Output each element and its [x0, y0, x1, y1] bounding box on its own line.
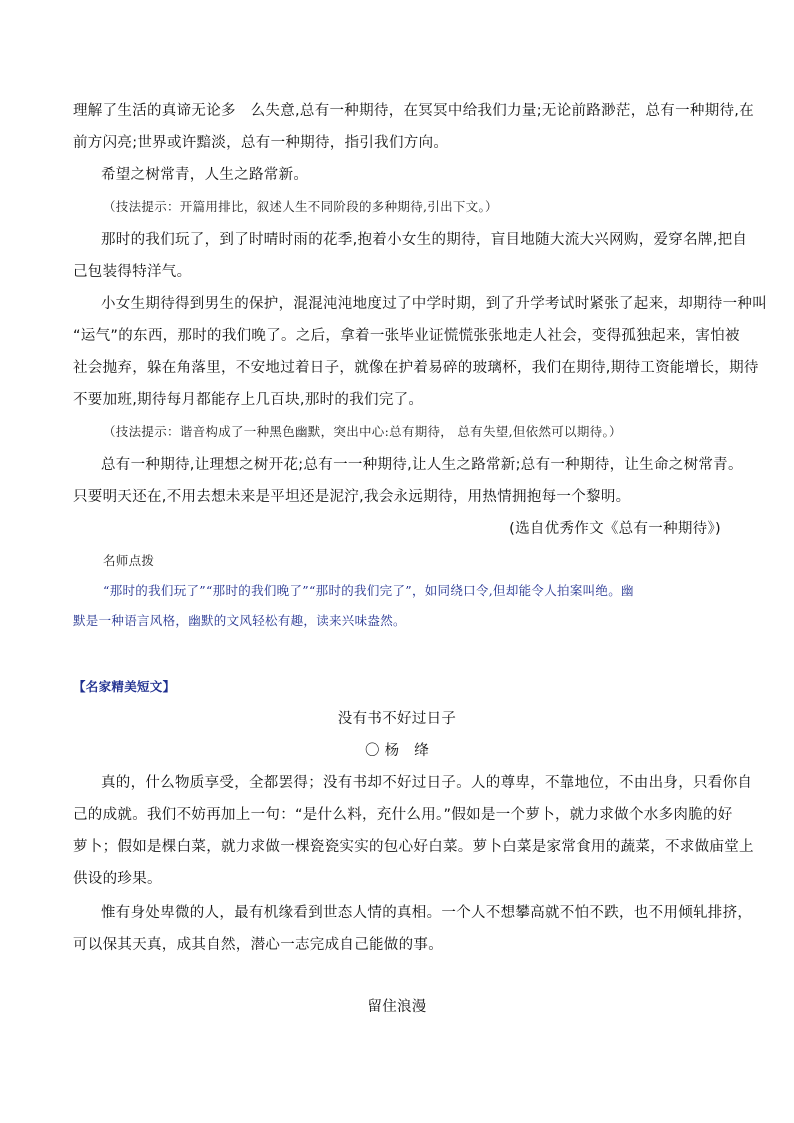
essay2-line-5: 惟有身处卑微的人，最有机缘看到世态人情的真相。一个人不想攀高就不怕不跌，也不用倾轧排挤，: [101, 905, 753, 921]
essay1-line-9: 不要加班,期待每月都能存上几百块,那时的我们完了。: [73, 392, 424, 408]
essay1-line-4: 那时的我们玩了，到了时晴时雨的花季,抱着小女生的期待，盲目地随大流大兴网购，爱穿名牌,把自: [101, 232, 748, 248]
essay1-line-7: “运气”的东西，那时的我们晚了。之后，拿着一张毕业证慌慌张张地走人社会，变得孤独起来，害怕被: [73, 328, 740, 344]
teacher-comment-title: 名师点拨: [103, 553, 155, 568]
essay1-source: (选自优秀作文《总有一种期待》): [509, 521, 721, 537]
essay1-line-10: 总有一种期待,让理想之树开花;总有一一种期待,让人生之路常新;总有一种期待，让生命之树常青。: [101, 457, 743, 473]
essay1-line-5: 己包装得特洋气。: [73, 264, 192, 280]
essay2-line-2: 己的成就。我们不妨再加上一句：“是什么料，充什么用。”假如是一个萝卜，就力求做个水多肉脆的好: [73, 807, 733, 823]
technique-hint-1: （技法提示：开篇用排比，叙述人生不同阶段的多种期待,引出下文。）: [103, 199, 498, 214]
essay1-line-6: 小女生期待得到男生的保护，混混沌沌地度过了中学时期，到了升学考试时紧张了起来，却期待一种叫: [101, 296, 767, 312]
essay2-line-3: 萝卜；假如是棵白菜，就力求做一棵瓷瓷实实的包心好白菜。萝卜白菜是家常食用的蔬菜，不求做庙堂上: [73, 839, 754, 855]
essay2-line-1: 真的，什么物质享受，全都罢得；没有书却不好过日子。人的尊卑，不靠地位，不由出身，只看你自: [101, 775, 753, 791]
technique-hint-2: （技法提示：谐音构成了一种黑色幽默，突出中心:总有期待， 总有失望,但依然可以期待。）: [103, 424, 622, 439]
essay2-line-6: 可以保其天真，成其自然，潜心一志完成自己能做的事。: [73, 937, 443, 953]
teacher-comment-line-1: “那时的我们玩了”“那时的我们晚了”“那时的我们完了”，如同绕口令,但却能令人拍案叫绝。幽: [103, 583, 634, 598]
essay1-line-3: 希望之树常青，人生之路常新。: [101, 167, 309, 183]
essay1-line-8: 社会抛弃，躲在角落里，不安地过着日子，就像在护着易碎的玻璃杯，我们在期待,期待工资能增长，期待: [73, 360, 759, 376]
teacher-comment-line-2: 默是一种语言风格，幽默的文风轻松有趣，读来兴味盎然。: [73, 613, 406, 628]
essay1-line-11: 只要明天还在,不用去想未来是平坦还是泥泞,我会永远期待，用热情拥抱每一个黎明。: [73, 489, 631, 505]
essay3-title: 留住浪漫: [367, 999, 427, 1015]
essay1-line-2: 前方闪亮;世界或许黯淡，总有一种期待，指引我们方向。: [73, 135, 449, 151]
essay2-author: 〇 杨 绛: [364, 743, 430, 759]
essay1-line-1: 理解了生活的真谛无论多 么失意,总有一种期待，在冥冥中给我们力量;无论前路渺茫，总有一种期待,在: [73, 103, 754, 119]
section-tag-famous-essays: 【名家精美短文】: [73, 679, 176, 694]
essay2-title: 没有书不好过日子: [337, 711, 457, 727]
essay2-line-4: 供设的珍果。: [73, 871, 162, 887]
